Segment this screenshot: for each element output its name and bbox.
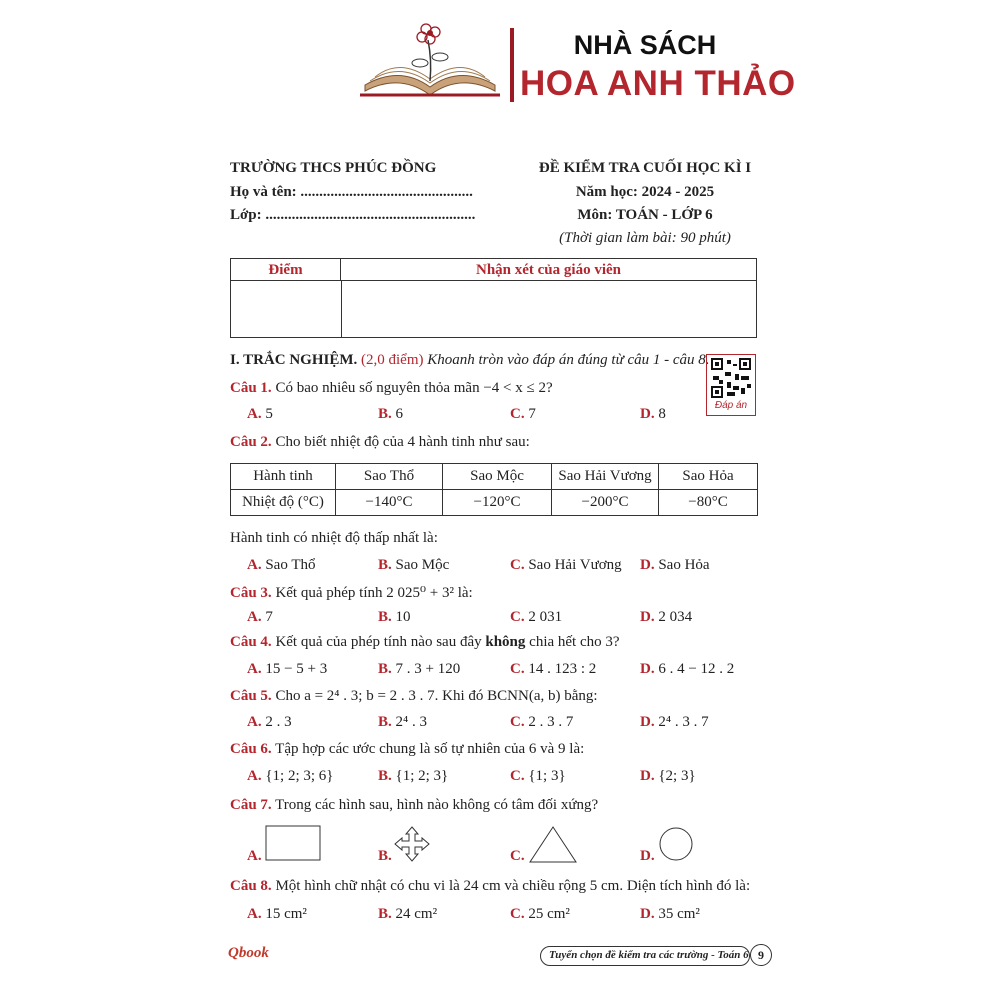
option-label: C. [510,768,525,784]
table-cell: Sao Mộc [443,464,552,490]
option-label: A. [247,768,262,784]
option-text: 7 [528,406,536,422]
teacher-comment-header: Nhận xét của giáo viên [341,259,756,281]
option-label: D. [640,661,655,677]
section-heading [230,352,710,369]
table-row [231,490,758,516]
q7-option-d[interactable] [640,848,655,865]
table-cell: −120°C [443,490,552,516]
option-label: D. [640,714,655,730]
q3-option-b[interactable] [378,609,411,626]
q7-option-a[interactable] [247,848,262,865]
option-label: A. [247,848,262,864]
option-label: C. [510,714,525,730]
option-label: B. [378,609,392,625]
option-text: Sao Hải Vương [528,557,622,573]
option-text: 8 [658,406,666,422]
planet-temperature-table [230,463,758,516]
q5-option-c[interactable] [510,714,573,731]
option-text: 15 − 5 + 3 [265,661,328,677]
q5-option-d[interactable] [640,714,709,731]
option-label: A. [247,406,262,422]
option-text: 25 cm² [528,906,570,922]
option-text: 7 . 3 + 120 [395,661,461,677]
table-row [231,464,758,490]
option-label: D. [640,557,655,573]
table-cell: Sao Hỏa [659,464,758,490]
question-text: Kết quả của phép tính nào sau đây [275,634,486,650]
rectangle-shape-icon [265,825,323,863]
question-text: Một hình chữ nhật có chu vi là 24 cm và chiều rộng 5 cm. Diện tích hình đó là: [275,878,751,894]
option-label: B. [378,557,392,573]
student-name-field: Họ và tên: .............................................. [230,184,473,200]
qbook-logo: Qbook [228,945,269,961]
option-label: D. [640,406,655,422]
question-number: Câu 2. [230,434,272,450]
option-label: C. [510,661,525,677]
option-text: 2⁴ . 3 [395,714,427,730]
option-label: D. [640,609,655,625]
option-text: 7 [265,609,273,625]
q1-option-a[interactable] [247,406,273,423]
table-cell: −140°C [336,490,443,516]
student-class-field: Lớp: ........................................................ [230,207,476,223]
question-number: Câu 7. [230,797,272,813]
circle-shape-icon [656,826,696,866]
question-number: Câu 6. [230,741,272,757]
q6-option-c[interactable] [510,768,566,785]
brand-name-line1: NHÀ SÁCH [573,30,717,60]
q7-option-b[interactable] [378,848,392,865]
option-text: 35 cm² [658,906,700,922]
option-label: A. [247,906,262,922]
option-text: Sao Thổ [265,557,316,573]
table-cell: Nhiệt độ (°C) [231,490,336,516]
option-text: 5 [265,406,273,422]
option-text: {2; 3} [658,768,696,784]
option-text: 2 031 [528,609,563,625]
question-text: Kết quả phép tính 2 025⁰ + 3² là: [275,585,473,601]
question-number: Câu 5. [230,688,272,704]
question-3 [230,583,473,602]
question-text: Cho a = 2⁴ . 3; b = 2 . 3 . 7. Khi đó BCNN(a, b) bằng: [275,688,598,704]
option-label: B. [378,406,392,422]
brand-name-line2: HOA ANH THẢO [520,64,796,103]
option-text: 6 . 4 − 12 . 2 [658,661,735,677]
option-label: C. [510,848,525,864]
option-label: B. [378,848,392,864]
question-4 [230,634,620,651]
section-title: I. TRẮC NGHIỆM. [230,352,358,368]
question-number: Câu 3. [230,585,272,601]
q8-option-c[interactable] [510,906,570,923]
option-label: D. [640,768,655,784]
grade-table [230,258,757,338]
q6-option-b[interactable] [378,768,448,785]
option-label: A. [247,661,262,677]
question-text: Trong các hình sau, hình nào không có tâm đối xứng? [275,797,599,813]
option-text: 24 cm² [395,906,438,922]
table-cell: Sao Hải Vương [552,464,659,490]
q2-option-b[interactable] [378,557,449,574]
q2-option-d[interactable] [640,557,710,574]
brand-divider [510,28,514,102]
q3-option-a[interactable] [247,609,273,626]
option-text: Sao Hỏa [658,557,710,573]
question-text: chia hết cho 3? [525,634,620,650]
page-number: 9 [750,944,772,966]
triangle-shape-icon [528,825,578,865]
table-cell: Sao Thổ [336,464,443,490]
option-label: D. [640,848,655,864]
question-6 [230,741,584,758]
q3-option-c[interactable] [510,609,562,626]
option-text: 2⁴ . 3 . 7 [658,714,709,730]
q7-option-c[interactable] [510,848,525,865]
option-label: A. [247,609,262,625]
option-text: 10 [395,609,411,625]
question-7 [230,797,598,814]
table-divider [341,281,342,337]
answer-qr-box[interactable] [706,354,756,416]
option-label: D. [640,906,655,922]
table-cell: −200°C [552,490,659,516]
q6-option-d[interactable] [640,768,696,785]
question-text: Tập hợp các ước chung là số tự nhiên của 6 và 9 là: [275,741,585,757]
option-label: B. [378,768,392,784]
option-text: 14 . 123 : 2 [528,661,597,677]
q2-option-c[interactable] [510,557,622,574]
series-badge: Tuyển chọn đề kiểm tra các trường - Toán 6 [540,946,750,966]
option-label: B. [378,906,392,922]
q4-option-c[interactable] [510,661,596,678]
question-1 [230,380,553,397]
option-label: B. [378,661,392,677]
option-text: {1; 2; 3; 6} [265,768,334,784]
book-flower-logo [360,15,500,105]
option-label: C. [510,609,525,625]
question-2 [230,434,530,451]
question-emphasis: không [485,634,526,650]
q5-option-a[interactable] [247,714,292,731]
q1-option-c[interactable] [510,406,536,423]
school-name: TRƯỜNG THCS PHÚC ĐỒNG [230,160,437,176]
option-label: C. [510,906,525,922]
section-instruction: Khoanh tròn vào đáp án đúng từ câu 1 - câu 8. [427,352,710,368]
q6-option-a[interactable] [247,768,334,785]
question-8 [230,878,750,895]
option-text: 15 cm² [265,906,307,922]
q4-option-b[interactable] [378,661,460,678]
four-arrow-cross-icon [393,825,431,863]
option-text: {1; 3} [528,768,566,784]
exam-title: ĐỀ KIỂM TRA CUỐI HỌC KÌ I [538,160,752,176]
qr-code-icon [711,358,751,398]
q4-option-d[interactable] [640,661,734,678]
section-points: (2,0 điểm) [361,352,424,368]
question-5 [230,688,598,705]
option-text: Sao Mộc [395,557,450,573]
option-label: B. [378,714,392,730]
option-label: A. [247,557,262,573]
q1-option-d[interactable] [640,406,666,423]
q8-option-b[interactable] [378,906,437,923]
grade-header: Điểm [231,259,341,281]
option-text: 2 . 3 [265,714,292,730]
option-text: 6 [395,406,404,422]
question-text: Có bao nhiêu số nguyên thỏa mãn −4 < x ≤ 2? [275,380,553,396]
question-2-followup: Hành tinh có nhiệt độ thấp nhất là: [230,530,438,546]
table-cell: Hành tinh [231,464,336,490]
q1-option-b[interactable] [378,406,403,423]
table-cell: −80°C [659,490,758,516]
q3-option-d[interactable] [640,609,692,626]
q8-option-a[interactable] [247,906,307,923]
option-text: {1; 2; 3} [395,768,449,784]
option-text: 2 034 [658,609,693,625]
exam-duration: (Thời gian làm bài: 90 phút) [559,230,731,246]
option-label: C. [510,557,525,573]
q2-option-a[interactable] [247,557,316,574]
question-text: Cho biết nhiệt độ của 4 hành tinh như sau: [275,434,530,450]
question-number: Câu 1. [230,380,272,396]
qr-label: Đáp án [714,400,748,411]
option-text: 2 . 3 . 7 [528,714,574,730]
school-year: Năm học: 2024 - 2025 [575,184,715,200]
exam-subject: Môn: TOÁN - LỚP 6 [577,207,713,223]
q4-option-a[interactable] [247,661,327,678]
option-label: C. [510,406,525,422]
question-number: Câu 4. [230,634,272,650]
q5-option-b[interactable] [378,714,427,731]
question-number: Câu 8. [230,878,272,894]
q8-option-d[interactable] [640,906,700,923]
option-label: A. [247,714,262,730]
